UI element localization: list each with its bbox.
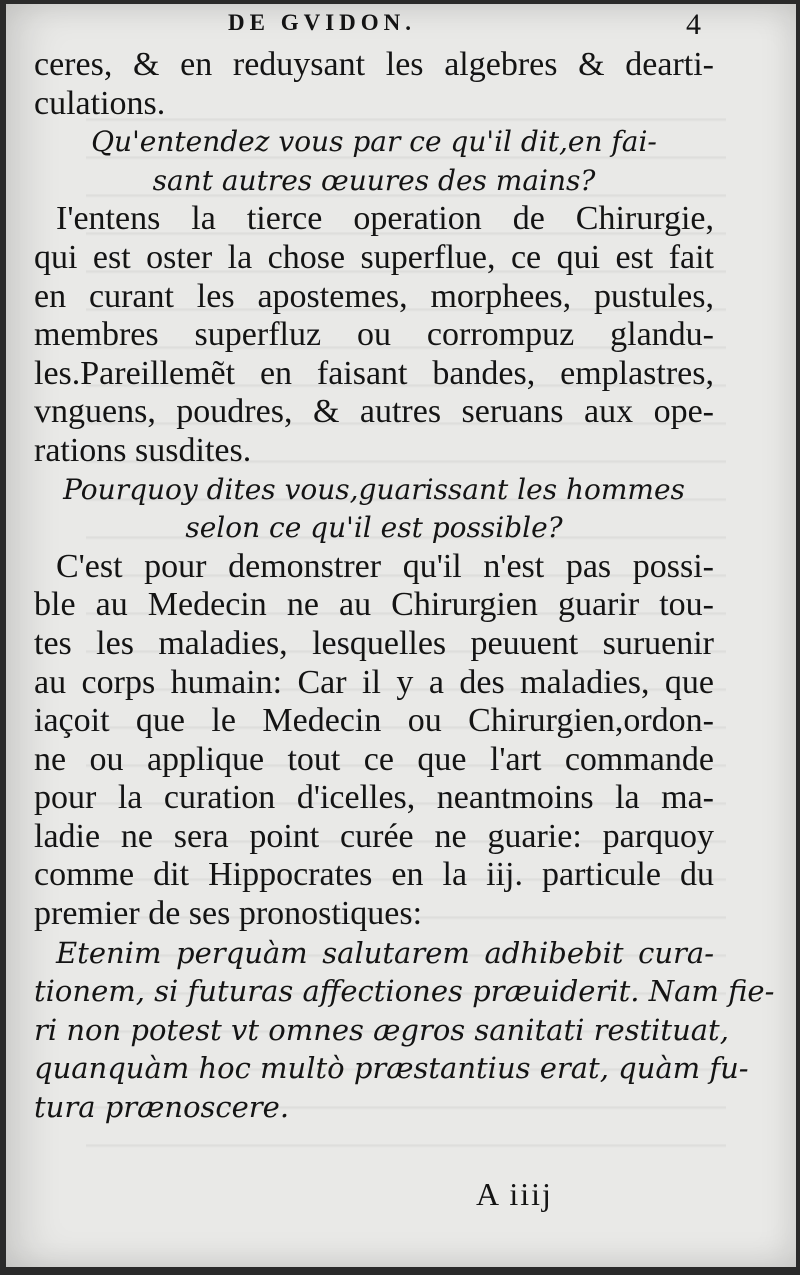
text-line: culations. — [34, 84, 166, 122]
text-line: ble au Medecin ne au Chirurgien guarir tou- — [34, 586, 714, 624]
text-line: qui est oster la chose superflue, ce qui est fait — [34, 238, 714, 276]
book-page — [6, 4, 796, 1267]
text-line: sant autres œuures des mains? — [152, 163, 596, 197]
text-line: ne ou applique tout ce que l'art commande — [34, 740, 714, 778]
text-line: vnguens, poudres, & autres seruans aux ope- — [34, 393, 714, 431]
text-line: selon ce qu'il est possible? — [185, 511, 563, 545]
text-line: Etenim perquàm salutarem adhibebit cura- — [56, 935, 714, 970]
text-line: Pourquoy dites vous,guarissant les hommes — [63, 472, 685, 506]
text-line: tura prænoscere. — [34, 1090, 290, 1125]
text-line: ceres, & en reduysant les algebres & dearti- — [34, 46, 714, 83]
page-number: 4 — [686, 8, 701, 41]
signature-mark: A iiij — [476, 1176, 553, 1212]
text-line: ri non potest vt omnes ægros sanitati restituat, — [34, 1012, 729, 1047]
running-head — [6, 10, 796, 40]
text-line: membres superfluz ou corrompuz glandu- — [34, 316, 714, 354]
running-title: DE GVIDON. — [228, 10, 417, 35]
body-text — [34, 46, 775, 1127]
text-line: iaçoit que le Medecin ou Chirurgien,ordon- — [34, 702, 714, 740]
text-line: quanquàm hoc multò præstantius erat, quàm fu- — [34, 1051, 749, 1086]
text-line: ladie ne sera point curée ne guarie: parquoy — [34, 817, 714, 855]
text-line: premier de ses pronostiques: — [34, 895, 423, 933]
text-line: tes les maladies, lesquelles peuuent suruenir — [34, 624, 714, 662]
text-line: rations susdites. — [34, 431, 252, 469]
text-line: les.Pareillemẽt en faisant bandes, emplastres, — [34, 354, 714, 392]
text-line: comme dit Hippocrates en la iij. particule du — [34, 856, 714, 894]
text-line: au corps humain: Car il y a des maladies, que — [34, 663, 714, 701]
text-line: I'entens la tierce operation de Chirurgie, — [56, 200, 714, 238]
text-line: C'est pour demonstrer qu'il n'est pas possi- — [56, 547, 714, 585]
text-line: en curant les apostemes, morphees, pustules, — [34, 277, 714, 315]
text-line: tionem, si futuras affectiones præuiderit. Nam fie- — [34, 974, 775, 1009]
text-line: pour la curation d'icelles, neantmoins la ma- — [34, 779, 714, 817]
text-line: Qu'entendez vous par ce qu'il dit,en fai- — [91, 125, 657, 159]
